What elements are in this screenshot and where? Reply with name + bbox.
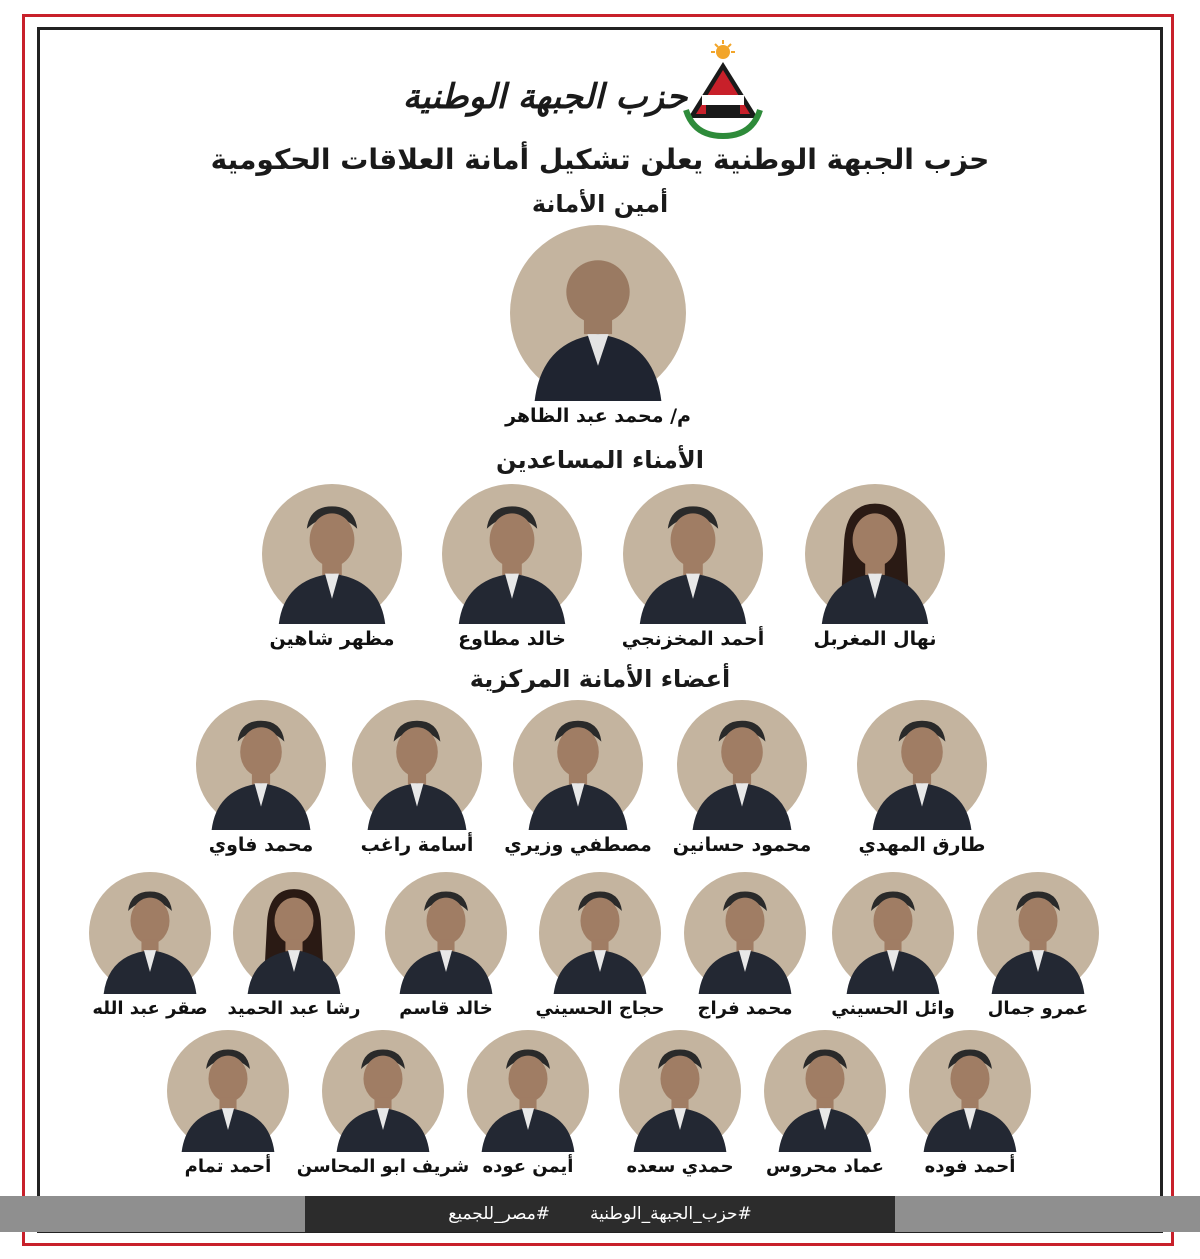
person-name: خالد مطاوع	[458, 628, 566, 650]
person-photo	[513, 700, 643, 830]
section-title-assistants: الأمناء المساعدين	[495, 446, 705, 474]
person-name: حمدي سعده	[626, 1156, 734, 1177]
person-card	[292, 1030, 474, 1177]
footer-hashtags	[305, 1196, 895, 1232]
person-photo	[539, 872, 661, 994]
person-name: م/ محمد عبد الظاهر	[505, 405, 691, 427]
person-name: عماد محروس	[766, 1156, 884, 1177]
person-photo	[442, 484, 582, 624]
person-photo	[233, 872, 355, 994]
person-photo	[352, 700, 482, 830]
person-photo	[322, 1030, 444, 1152]
person-name: طارق المهدي	[858, 834, 986, 856]
person-photo	[684, 872, 806, 994]
person-name: عمرو جمال	[987, 998, 1089, 1019]
person-name: رشا عبد الحميد	[227, 998, 361, 1019]
person-card	[827, 700, 1017, 856]
person-name: أحمد تمام	[184, 1156, 272, 1177]
party-logo	[402, 40, 770, 140]
person-photo	[89, 872, 211, 994]
person-name: خالد قاسم	[399, 998, 493, 1019]
person-photo	[619, 1030, 741, 1152]
person-card	[137, 1030, 319, 1177]
person-photo	[805, 484, 945, 624]
person-name: مصطفي وزيري	[504, 834, 652, 856]
person-photo	[977, 872, 1099, 994]
person-card	[593, 484, 793, 650]
person-name: صقر عبد الله	[92, 998, 208, 1019]
person-name: مظهر شاهين	[269, 628, 395, 650]
hashtag-party: #حزب_الجبهة_الوطنية	[590, 1204, 752, 1224]
person-name: نهال المغربل	[813, 628, 937, 650]
person-photo	[677, 700, 807, 830]
person-card	[412, 484, 612, 650]
person-photo	[909, 1030, 1031, 1152]
person-secretary	[498, 225, 698, 427]
person-photo	[167, 1030, 289, 1152]
person-card	[775, 484, 975, 650]
person-photo	[510, 225, 686, 401]
person-photo	[262, 484, 402, 624]
logo-text: حزب الجبهة الوطنية	[402, 77, 688, 117]
person-card	[166, 700, 356, 856]
hashtag-egypt: #مصر_للجميع	[448, 1204, 551, 1224]
person-card	[59, 872, 241, 1019]
person-name: أيمن عوده	[482, 1156, 574, 1177]
person-name: أسامة راغب	[360, 834, 474, 856]
page-title: حزب الجبهة الوطنية يعلن تشكيل أمانة العلاقات الحكومية	[210, 143, 990, 176]
person-card	[647, 700, 837, 856]
person-name: حجاج الحسيني	[535, 998, 665, 1019]
person-photo	[385, 872, 507, 994]
person-card	[232, 484, 432, 650]
person-photo	[467, 1030, 589, 1152]
person-photo	[764, 1030, 886, 1152]
person-name: وائل الحسيني	[831, 998, 955, 1019]
section-title-members: أعضاء الأمانة المركزية	[469, 665, 731, 693]
person-name: محمود حسانين	[672, 834, 812, 856]
person-name: محمد فاوي	[208, 834, 314, 856]
section-title-secretary: أمين الأمانة	[531, 190, 669, 218]
person-name: أحمد المخزنجي	[621, 628, 765, 650]
person-name: شريف ابو المحاسن	[296, 1156, 470, 1177]
logo-emblem-icon	[686, 40, 760, 136]
person-name: محمد فراج	[697, 998, 793, 1019]
person-photo	[857, 700, 987, 830]
person-photo	[623, 484, 763, 624]
person-photo	[196, 700, 326, 830]
person-name: أحمد فوده	[924, 1156, 1016, 1177]
person-photo	[832, 872, 954, 994]
